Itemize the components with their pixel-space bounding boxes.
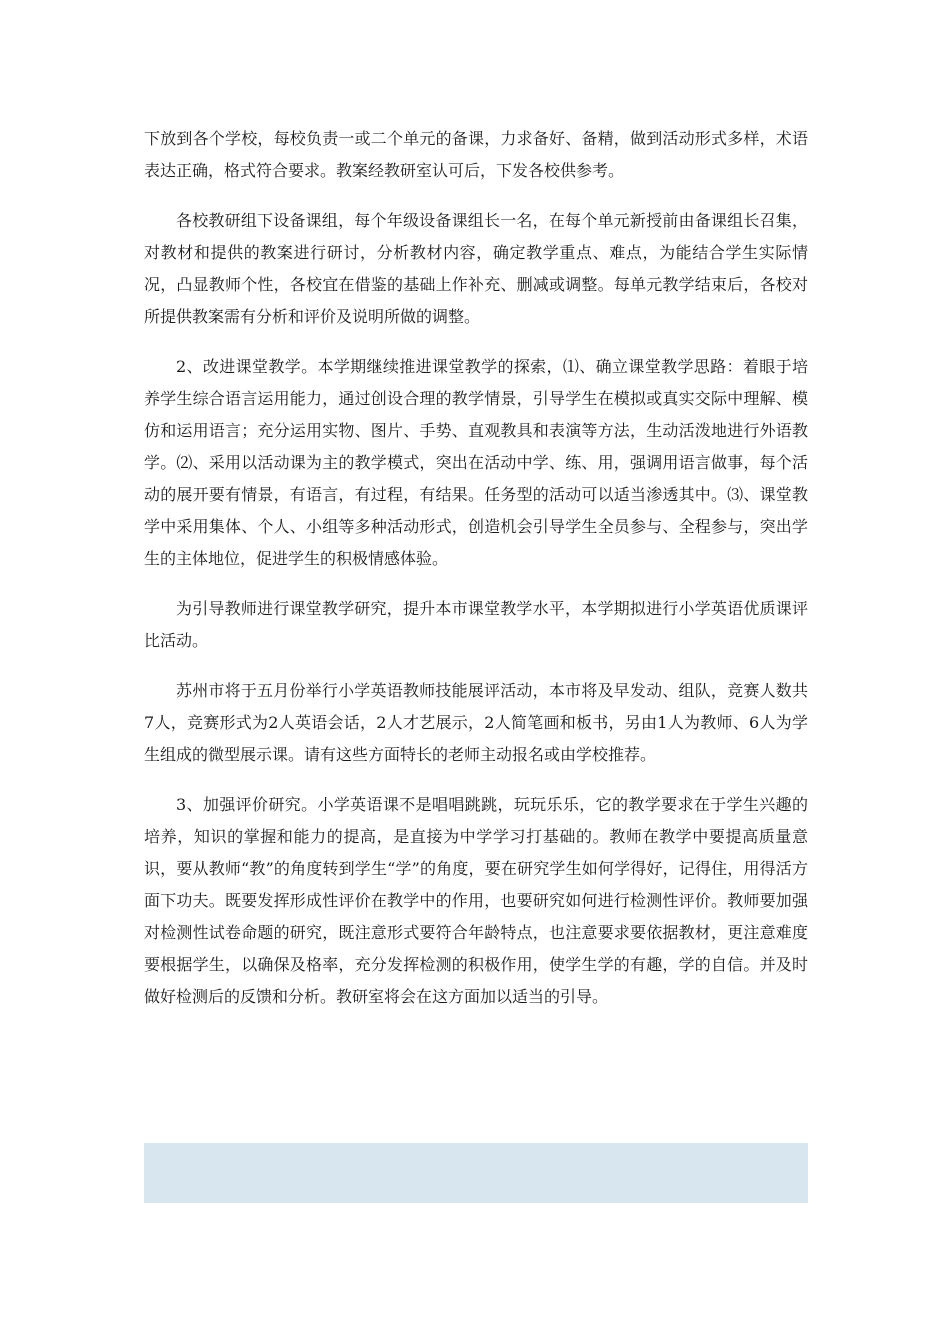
- paragraph-4: 为引导教师进行课堂教学研究，提升本市课堂教学水平，本学期拟进行小学英语优质课评比活动。: [144, 599, 808, 650]
- shaded-box: [144, 1143, 808, 1203]
- paragraph-3: 2、改进课堂教学。本学期继续推进课堂教学的探索，⑴、确立课堂教学思路：着眼于培养学生综合语言运用能力，通过创设合理的教学情景，引导学生在模拟或真实交际中理解、模仿和运用语言；充分运用实物、图片、手势、直观教具和表演等方法，生动活泼地进行外语教学。⑵、采用以活动课为主的教学模式，突出在活动中学、练、用，强调用语言做事，每个活动的展开要有情景，有语言，有过程，有结果。任务型的活动可以适当渗透其中。⑶、课堂教学中采用集体、个人、小组等多种活动形式，创造机会引导学生全员参与、全程参与，突出学生的主体地位，促进学生的积极情感体验。: [144, 357, 808, 568]
- paragraph-5: 苏州市将于五月份举行小学英语教师技能展评活动，本市将及早发动、组队，竞赛人数共7人，竞赛形式为2人英语会话，2人才艺展示，2人简笔画和板书，另由1人为教师、6人为学生组成的微型展示课。请有这些方面特长的老师主动报名或由学校推荐。: [144, 681, 808, 764]
- document-body: [144, 123, 808, 1031]
- paragraph-1: 下放到各个学校，每校负责一或二个单元的备课，力求备好、备精，做到活动形式多样，术语表达正确，格式符合要求。教案经教研室认可后，下发各校供参考。: [144, 129, 808, 180]
- paragraph-2: 各校教研组下设备课组，每个年级设备课组长一名，在每个单元新授前由备课组长召集，对教材和提供的教案进行研讨，分析教材内容，确定教学重点、难点，为能结合学生实际情况，凸显教师个性，各校宜在借鉴的基础上作补充、删减或调整。每单元教学结束后，各校对所提供教案需有分析和评价及说明所做的调整。: [144, 211, 808, 326]
- paragraph-6: 3、加强评价研究。小学英语课不是唱唱跳跳，玩玩乐乐，它的教学要求在于学生兴趣的培养，知识的掌握和能力的提高，是直接为中学学习打基础的。教师在教学中要提高质量意识，要从教师“教”的角度转到学生“学”的角度，要在研究学生如何学得好，记得住，用得活方面下功夫。既要发挥形成性评价在教学中的作用，也要研究如何进行检测性评价。教师要加强对检测性试卷命题的研究，既注意形式要符合年龄特点，也注意要求要依据教材，更注意难度要根据学生，以确保及格率，充分发挥检测的积极作用，使学生学的有趣，学的自信。并及时做好检测后的反馈和分析。教研室将会在这方面加以适当的引导。: [144, 795, 808, 1006]
